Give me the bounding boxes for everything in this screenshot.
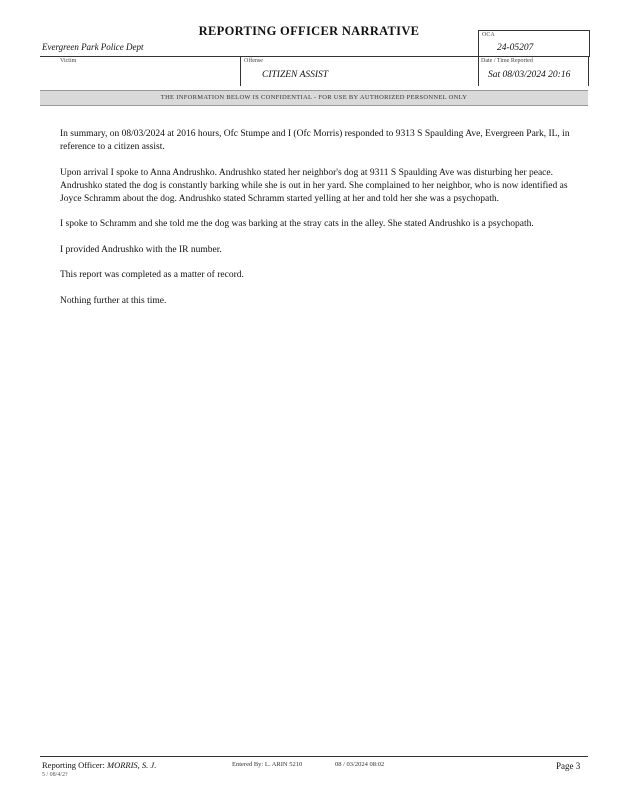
oca-label: OCA <box>482 32 495 38</box>
officer-id: 5 / 08/4/2? <box>42 772 68 778</box>
narrative-paragraph: Upon arrival I spoke to Anna Andrushko. Andrushko stated her neighbor's dog at 9311 S Spaulding Ave was disturbing her peace. Andrushko stated the dog is constantly barking while she is out in her yard. She complained to her neighbor, who is now identified as Joyce Schramm about the dog. Andrushko stated Schramm started yelling at her and told her she was a psychopath. <box>60 167 568 204</box>
reporting-officer <box>42 760 156 770</box>
offense-label: Offense <box>244 58 263 64</box>
oca-value: 24-05207 <box>497 43 534 53</box>
narrative-paragraph: Nothing further at this time. <box>60 295 167 306</box>
column-divider <box>240 56 241 86</box>
footer-divider <box>40 756 588 757</box>
victim-label: Victim <box>60 58 77 64</box>
entered-date: 08 / 03/2024 08:02 <box>335 761 385 768</box>
narrative-body <box>60 128 576 320</box>
column-divider <box>588 56 589 86</box>
entered-by: Entered By: L. ARIN 5210 <box>232 761 303 768</box>
agency-name: Evergreen Park Police Dept <box>42 42 144 52</box>
date-value: Sat 08/03/2024 20:16 <box>488 70 571 80</box>
page-number: Page 3 <box>556 761 581 771</box>
narrative-paragraph: This report was completed as a matter of record. <box>60 270 244 280</box>
report-title: REPORTING OFFICER NARRATIVE <box>198 24 420 38</box>
column-divider <box>478 56 479 86</box>
officer-name: MORRIS, S. J. <box>107 760 157 770</box>
date-label: Date / Time Reported <box>481 58 533 64</box>
narrative-paragraph: In summary, on 08/03/2024 at 2016 hours, Ofc Stumpe and I (Ofc Morris) responded to 9313 S Spaulding Ave, Evergreen Park, IL, in reference to a citizen assist. <box>60 129 570 152</box>
offense-value: CITIZEN ASSIST <box>262 70 329 80</box>
oca-box <box>478 30 590 57</box>
header-divider <box>40 56 588 57</box>
narrative-paragraph: I provided Andrushko with the IR number. <box>60 244 222 255</box>
officer-label: Reporting Officer: <box>42 760 105 770</box>
confidential-banner: THE INFORMATION BELOW IS CONFIDENTIAL - FOR USE BY AUTHORIZED PERSONNEL ONLY <box>40 90 588 106</box>
narrative-paragraph: I spoke to Schramm and she told me the dog was barking at the stray cats in the alley. She stated Andrushko is a psychopath. <box>60 219 534 229</box>
